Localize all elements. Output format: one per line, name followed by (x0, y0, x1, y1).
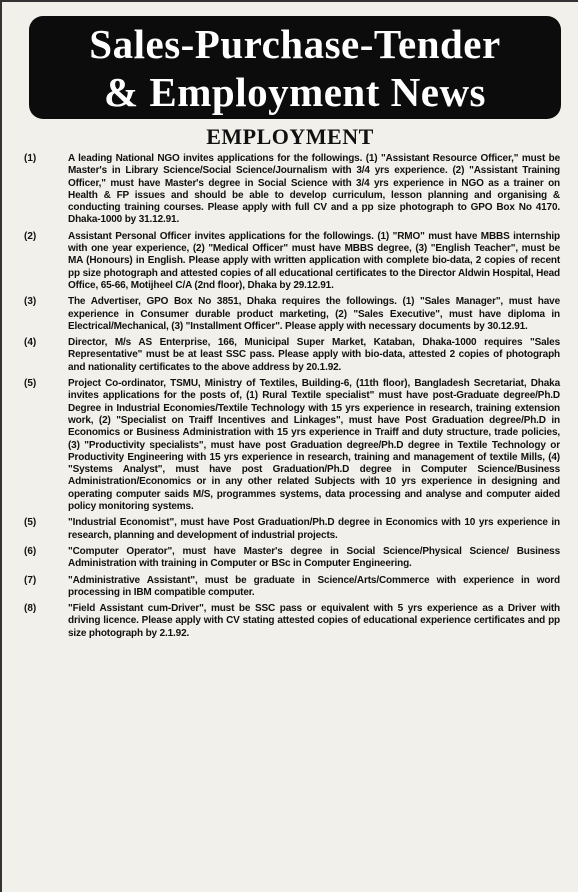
item-text: "Computer Operator", must have Master's degree in Social Science/Physical Science/ Business Administration with training in Computer or BSc in Computer Engineering. (68, 545, 560, 570)
masthead-line-1: Sales-Purchase-Tender (89, 21, 501, 67)
list-item (24, 575, 560, 600)
list-item (24, 231, 560, 292)
employment-list (24, 153, 560, 644)
item-number: (1) (24, 153, 37, 164)
item-number: (6) (24, 545, 37, 557)
list-item (24, 296, 560, 333)
item-text: "Administrative Assistant", must be graduate in Science/Arts/Commerce with experience in word processing in IBM compatible computer. (68, 574, 560, 598)
item-number: (3) (24, 296, 37, 308)
item-text: The Advertiser, GPO Box No 3851, Dhaka requires the followings. (1) "Sales Manager", must have experience in Consumer durable product marketing, (2) "Sales Executive", must have diploma in Electrical/Mechanical, (3) "Installment Officer". Please apply with necessary documents by 30.12.91. (68, 296, 560, 332)
item-text: Director, M/s AS Enterprise, 166, Municipal Super Market, Kataban, Dhaka-1000 requires "Sales Representative" must be at least SSC pass. Please apply with bio-data, attested 2 copies of photograph and nationality certificates to the above address by 20.1.92. (68, 337, 560, 373)
item-text: "Field Assistant cum-Driver", must be SSC pass or equivalent with 5 yrs experience as a Driver with driving licence. Please apply with CV stating attested copies of educational experience certificates and pp size photograph by 2.1.92. (68, 603, 560, 639)
list-item (24, 378, 560, 513)
item-number: (8) (24, 603, 37, 615)
item-text: Project Co-ordinator, TSMU, Ministry of Textiles, Building-6, (11th floor), Bangladesh Secretariat, Dhaka invites applications for the posts of, (1) Rural Textile specialist" must have post-Graduate degree/Ph.D Degree in Industrial Economies/Textile Technology with 15 yrs experience in research, training extension work, (2) "Specialist on Traiff Incentives and Linkages", must have Post Graduation degree/Ph.D in Economics or Business Administration with 15 yrs experience in Traiff and duty structure, trade policies, (3) "Productivity specialists", must have post Graduation degree/Ph.D degree in Textile Technology or Productivity Engineering with 15 yrs experience in research, training and management of textile Mills, (4) "Systems Analyst", must have post Graduation/Ph.D degree in Computer Science/Business Administration/Economics or in any other related Subjects with 10 yrs experience in designing and operating computer saids M/S, programmes systems, data processing and analyse and computer aided policy monitoring systems. (68, 378, 560, 513)
item-text: Assistant Personal Officer invites applications for the followings. (1) "RMO" must have MBBS internship with one year experience, (2) "Medical Officer" must have MBBS degree, (3) "English Teacher", must be MA (Honours) in English. Please apply with written application with complete bio-data, 2 copies of recent pp size photograph and attested copies of all educational certificates to the Director Aldwin Hospital, Head Office, 65-66, Motijheel C/A (2nd floor), Dhaka by 29.12.91. (68, 230, 560, 291)
list-item (24, 153, 560, 227)
section-title: EMPLOYMENT (206, 124, 374, 149)
item-number: (5) (24, 378, 37, 390)
item-number: (7) (24, 574, 37, 586)
list-item (24, 546, 560, 571)
list-item (24, 603, 560, 640)
item-number: (5) (24, 517, 37, 529)
list-item (24, 337, 560, 374)
masthead-line-2: & Employment News (103, 69, 487, 115)
masthead-banner (29, 16, 561, 119)
item-number: (4) (24, 337, 37, 349)
item-text: "Industrial Economist", must have Post Graduation/Ph.D degree in Economics with 10 yrs experience in research, planning and development of industrial projects. (68, 517, 560, 541)
list-item (24, 517, 560, 542)
item-text: A leading National NGO invites applications for the followings. (1) "Assistant Resource Officer," must be Master's in Library Science/Social Science/Journalism with 3/4 yrs experience. (2) "Assistant Training Officer," must have Master's degree in Social Science with 3/4 yrs experience in NGO as a trainer on Health & FP issues and should be able to develop curriculum, lesson planning and organising & conducting training courses. Please apply with full CV and a pp size photograph to GPO Box No 4170. Dhaka-1000 by 31.12.91. (68, 153, 560, 226)
item-number: (2) (24, 230, 37, 242)
